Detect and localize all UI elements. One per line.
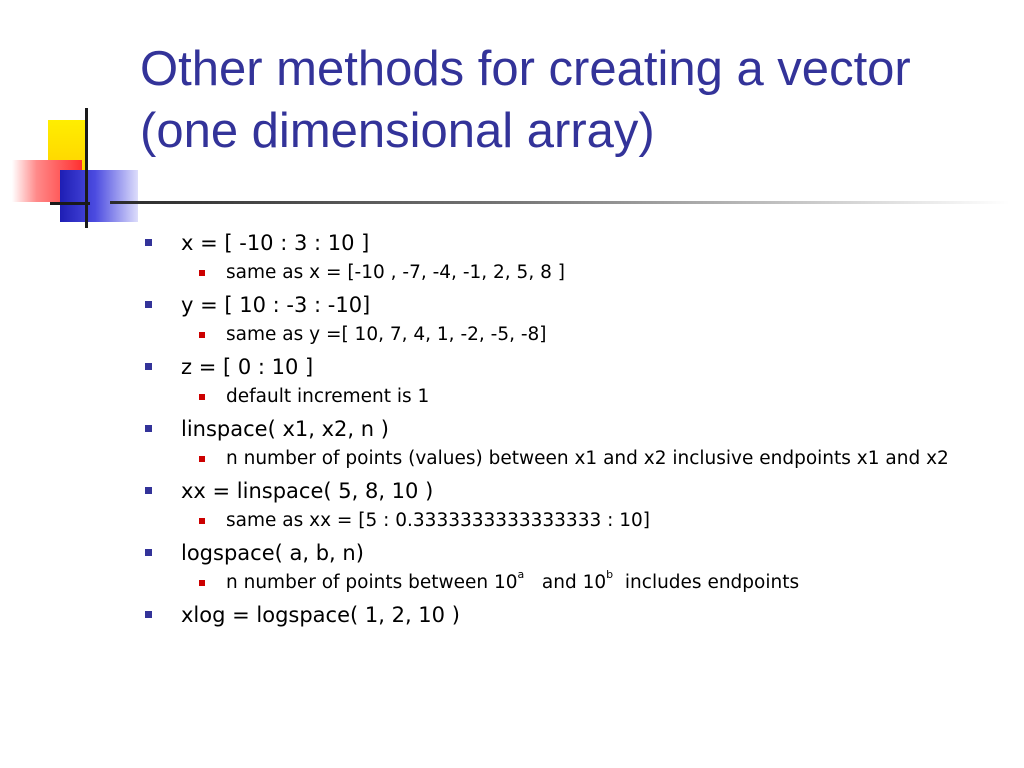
bullet-item xyxy=(145,477,1005,505)
superscript-a: a xyxy=(517,568,525,581)
bullet-item xyxy=(145,415,1005,443)
square-bullet-icon xyxy=(199,332,205,338)
logo-horizontal-line xyxy=(50,202,90,205)
bullet-text: z = [ 0 : 10 ] xyxy=(181,355,314,379)
slide-content xyxy=(145,229,1005,635)
square-bullet-icon xyxy=(145,487,152,494)
bullet-text: xx = linspace( 5, 8, 10 ) xyxy=(181,479,434,503)
square-bullet-icon xyxy=(199,580,205,586)
sub-bullet-text: same as xx = [5 : 0.3333333333333333 : 10] xyxy=(226,510,650,531)
sub-bullet-text: default increment is 1 xyxy=(226,386,430,407)
sub-bullet-item xyxy=(199,447,1005,471)
sub-bullet-item xyxy=(199,261,1005,285)
square-bullet-icon xyxy=(145,363,152,370)
sub-bullet-text-post: includes endpoints xyxy=(613,572,800,593)
square-bullet-icon xyxy=(199,394,205,400)
square-bullet-icon xyxy=(199,456,205,462)
bullet-text: logspace( a, b, n) xyxy=(181,541,364,565)
bullet-text: linspace( x1, x2, n ) xyxy=(181,417,389,441)
sub-bullet-text: same as x = [-10 , -7, -4, -1, 2, 5, 8 ] xyxy=(226,262,565,283)
sub-bullet-text-pre: n number of points between 10 xyxy=(226,572,518,593)
superscript-b: b xyxy=(606,568,614,581)
sub-bullet-item xyxy=(199,568,1005,595)
bullet-text: xlog = logspace( 1, 2, 10 ) xyxy=(181,603,460,627)
bullet-item xyxy=(145,353,1005,381)
square-bullet-icon xyxy=(145,239,152,246)
bullet-item xyxy=(145,539,1005,567)
square-bullet-icon xyxy=(199,270,205,276)
square-bullet-icon xyxy=(145,611,152,618)
sub-bullet-item xyxy=(199,509,1005,533)
slide-title: Other methods for creating a vector (one dimensional array) xyxy=(140,42,911,158)
sub-bullet-item xyxy=(199,323,1005,347)
logo-blue-square xyxy=(60,170,138,222)
bullet-text: x = [ -10 : 3 : 10 ] xyxy=(181,231,370,255)
logo-vertical-line xyxy=(85,108,88,228)
square-bullet-icon xyxy=(145,549,152,556)
sub-bullet-text: same as y =[ 10, 7, 4, 1, -2, -5, -8] xyxy=(226,324,547,345)
bullet-item xyxy=(145,601,1005,629)
sub-bullet-text: n number of points (values) between x1 and x2 inclusive endpoints x1 and x2 xyxy=(226,448,949,469)
sub-bullet-item xyxy=(199,385,1005,409)
title-divider xyxy=(110,201,1010,204)
bullet-text: y = [ 10 : -3 : -10] xyxy=(181,293,371,317)
bullet-item xyxy=(145,291,1005,319)
bullet-item xyxy=(145,229,1005,257)
square-bullet-icon xyxy=(145,301,152,308)
square-bullet-icon xyxy=(145,425,152,432)
square-bullet-icon xyxy=(199,518,205,524)
sub-bullet-text-mid: and 10 xyxy=(524,572,607,593)
slide-logo xyxy=(10,108,140,228)
